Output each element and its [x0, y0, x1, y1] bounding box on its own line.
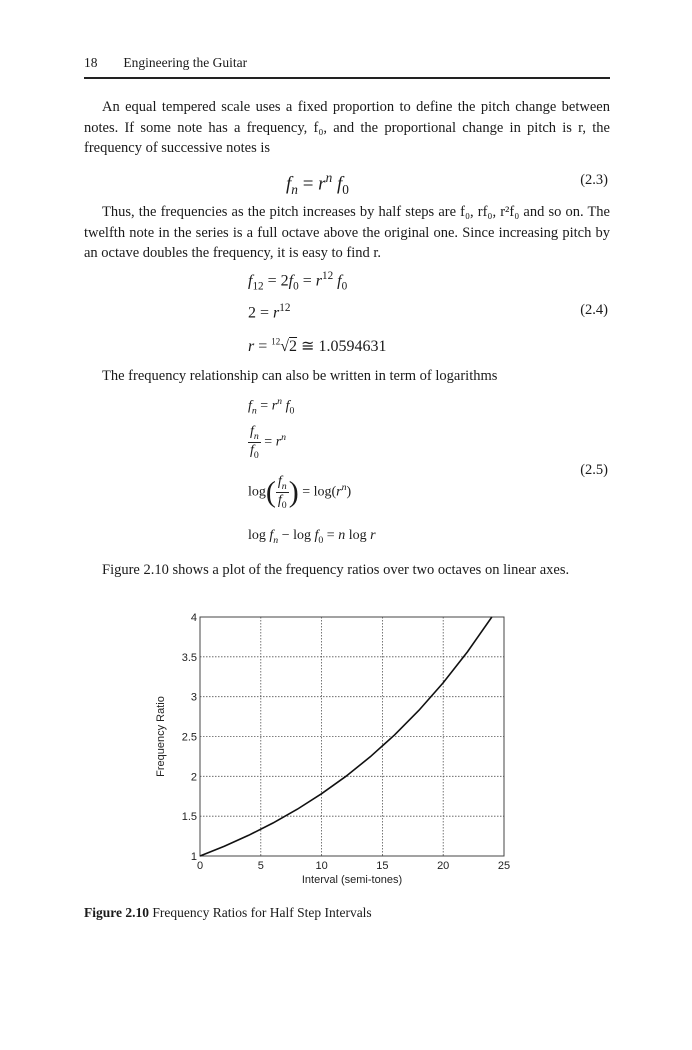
header-rule	[84, 77, 610, 79]
y-tick-label: 2.5	[181, 731, 197, 744]
y-tick-label: 4	[190, 612, 197, 624]
equation-2-4-line-2: $2 = r^{12}$	[248, 302, 291, 322]
paragraph-1	[84, 97, 610, 159]
equation-2-4-line-3: r = $^{12}$√2 ≅ 1.0594631	[248, 336, 387, 355]
figure-caption	[84, 905, 372, 921]
y-tick-labels	[182, 612, 197, 863]
x-tick-label: 20	[437, 860, 450, 872]
series-line-frequency-ratio	[200, 617, 492, 856]
paragraph-3	[84, 366, 610, 387]
paragraph-4-text: Figure 2.10 shows a plot of the frequency ratios over two octaves on linear axes.	[102, 562, 570, 578]
paragraph-3-text: The frequency relationship can also be written in term of logarithms	[102, 368, 498, 384]
equation-2-5-line-4: $\log f_n - \log f_0 = n$ log r	[248, 528, 376, 546]
r-value: 1.0594631	[318, 338, 387, 355]
paragraph-4	[84, 560, 610, 581]
x-tick-labels	[197, 860, 510, 872]
x-tick-label: 10	[315, 860, 328, 872]
running-title: Engineering the Guitar	[123, 55, 248, 70]
x-tick-label: 5	[257, 860, 264, 872]
equation-number-2-3: (2.3)	[580, 172, 608, 188]
y-axis-label: Frequency Ratio	[155, 696, 167, 777]
paragraph-1-text: An equal tempered scale uses a fixed proportion to define the pitch change between notes. If some note has a frequency, f₀, and the proportional change in pitch is r, the frequency of successive notes is	[84, 99, 610, 156]
y-tick-label: 3	[190, 691, 197, 704]
frequency-ratio-chart	[140, 605, 530, 895]
figure-caption-label: Figure 2.10	[84, 905, 149, 920]
equation-number-2-4: (2.4)	[580, 302, 608, 318]
equation-2-3: $f_n = r^n$ $f_0$	[286, 170, 349, 198]
y-tick-label: 2	[190, 771, 197, 784]
page-number: 18	[84, 55, 98, 70]
equation-number-2-5: (2.5)	[580, 462, 608, 478]
paragraph-2	[84, 202, 610, 264]
equation-2-5-line-2: $\frac{f_n}{f_0}$ = $r^n$	[250, 424, 287, 461]
running-header	[84, 55, 247, 71]
equation-2-5-line-1: $f_n = r^n$ $f_0$	[248, 396, 295, 417]
y-tick-label: 1	[190, 851, 197, 863]
paragraph-2-text: Thus, the frequencies as the pitch increases by half steps are f₀, rf₀, r²f₀ and so on. The twelfth note in the series is a full octave above the original one. Since increasing pitch by an octave doubles the frequency, it is easy to find r.	[84, 204, 610, 261]
x-tick-label: 0	[196, 860, 204, 872]
y-tick-label: 1.5	[181, 811, 197, 824]
x-tick-label: 15	[376, 860, 389, 872]
equation-2-4-line-1: $f_{12} = 2f_0 = r^{12}$ $f_0$	[248, 270, 348, 293]
x-axis-label: Interval (semi-tones)	[301, 874, 403, 886]
grid-lines	[200, 617, 504, 856]
x-tick-label: 25	[497, 860, 511, 872]
y-tick-label: 3.5	[181, 651, 197, 664]
equation-2-5-line-3: log( $\frac{f_n}{f_0}$ ) = $\log(r^n)$	[248, 474, 352, 511]
figure-caption-text: Frequency Ratios for Half Step Intervals	[152, 905, 372, 920]
